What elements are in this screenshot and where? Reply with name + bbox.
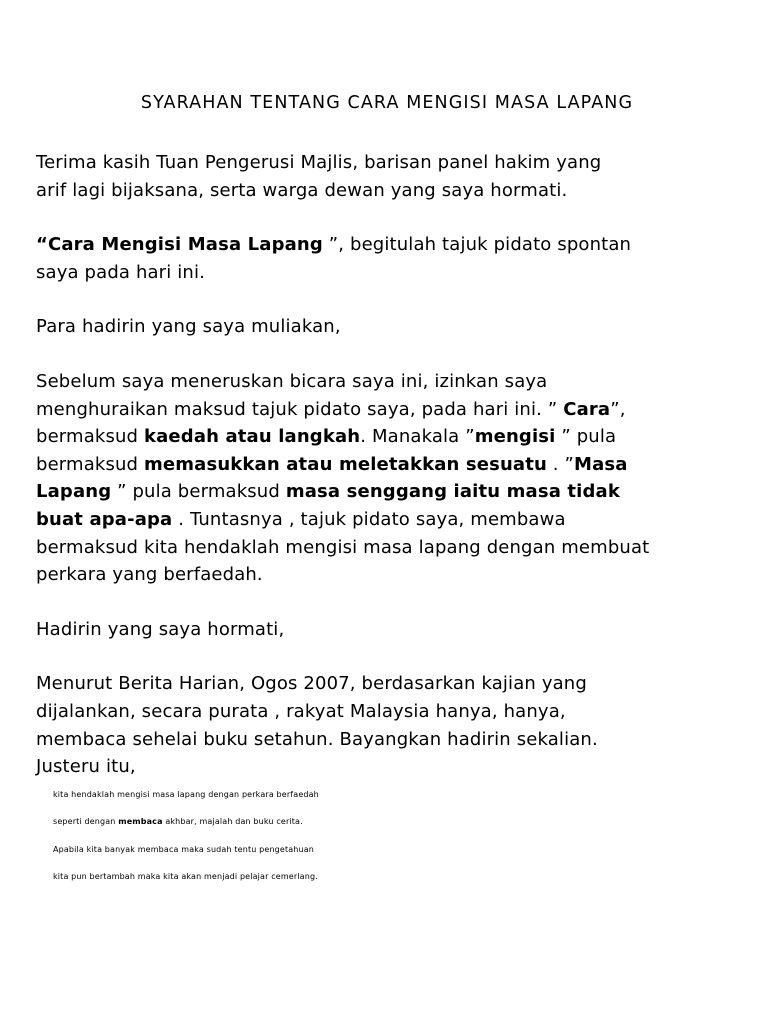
text-line bbox=[36, 808, 738, 836]
text-line: arif lagi bijaksana, serta warga dewan yang saya hormati. bbox=[36, 179, 568, 201]
bold-text: Masa bbox=[574, 453, 628, 475]
text-line: kita pun bertambah maka kita akan menjadi pelajar cemerlang. bbox=[53, 872, 318, 882]
text-run: menghuraikan maksud tajuk pidato saya, pada hari ini. ” bbox=[36, 398, 564, 420]
text-run: . Manakala ” bbox=[360, 426, 475, 448]
text-line bbox=[36, 478, 738, 506]
text-line: bermaksud kita hendaklah mengisi masa lapang dengan membuat bbox=[36, 536, 650, 558]
text-line: kita hendaklah mengisi masa lapang dengan perkara berfaedah bbox=[53, 789, 319, 799]
text-run: ” pula bbox=[555, 426, 617, 448]
text-line: saya pada hari ini. bbox=[36, 261, 205, 283]
text-run: . ” bbox=[546, 453, 575, 475]
text-run: . Tuntasnya , tajuk pidato saya, membawa bbox=[172, 508, 566, 530]
text-run: ” pula bermaksud bbox=[111, 481, 286, 503]
text-line bbox=[36, 506, 738, 534]
bold-text: masa senggang iaitu masa tidak bbox=[285, 481, 620, 503]
text-line bbox=[36, 396, 738, 424]
text-line: Hadirin yang saya hormati, bbox=[36, 618, 285, 640]
evidence-paragraph bbox=[36, 670, 738, 891]
bold-text: Lapang bbox=[36, 481, 112, 503]
opening-paragraph bbox=[36, 149, 738, 204]
text-line: perkara yang berfaedah. bbox=[36, 564, 263, 586]
text-line: membaca sehelai buku setahun. Bayangkan hadirin sekalian. bbox=[36, 728, 598, 750]
text-run: seperti dengan bbox=[53, 817, 119, 827]
text-run: ”, begitulah tajuk pidato spontan bbox=[322, 234, 632, 256]
text-run: ”, bbox=[610, 398, 626, 420]
bold-text: buat apa-apa bbox=[36, 508, 173, 530]
bold-text: “Cara Mengisi Masa Lapang bbox=[36, 234, 323, 256]
greeting-paragraph bbox=[36, 313, 738, 341]
text-line: Apabila kita banyak membaca maka sudah tentu pengetahuan bbox=[53, 844, 315, 854]
topic-paragraph bbox=[36, 231, 738, 286]
text-line: dijalankan, secara purata , rakyat Malaysia hanya, hanya, bbox=[36, 700, 566, 722]
bold-text: membaca bbox=[118, 817, 163, 827]
bold-text: Cara bbox=[563, 398, 611, 420]
text-run: akhbar, majalah dan buku cerita. bbox=[162, 817, 303, 827]
definition-paragraph bbox=[36, 368, 738, 589]
document-title: SYARAHAN TENTANG CARA MENGISI MASA LAPANG bbox=[140, 93, 634, 113]
text-line: Menurut Berita Harian, Ogos 2007, berdasarkan kajian yang bbox=[36, 673, 587, 695]
text-line: Terima kasih Tuan Pengerusi Majlis, barisan panel hakim yang bbox=[36, 152, 602, 173]
bold-text: memasukkan atau meletakkan sesuatu bbox=[144, 453, 547, 475]
bold-text: kaedah atau langkah bbox=[144, 426, 361, 448]
text-run: bermaksud bbox=[36, 426, 145, 448]
text-line bbox=[36, 423, 738, 451]
text-line: Justeru itu, bbox=[36, 756, 136, 778]
text-line: Sebelum saya meneruskan bicara saya ini, izinkan saya bbox=[36, 370, 548, 392]
address-paragraph bbox=[36, 616, 738, 644]
text-run: bermaksud bbox=[36, 453, 145, 475]
text-line: Para hadirin yang saya muliakan, bbox=[36, 316, 341, 338]
text-line bbox=[36, 231, 738, 259]
bold-text: mengisi bbox=[474, 426, 556, 448]
text-line bbox=[36, 451, 738, 479]
